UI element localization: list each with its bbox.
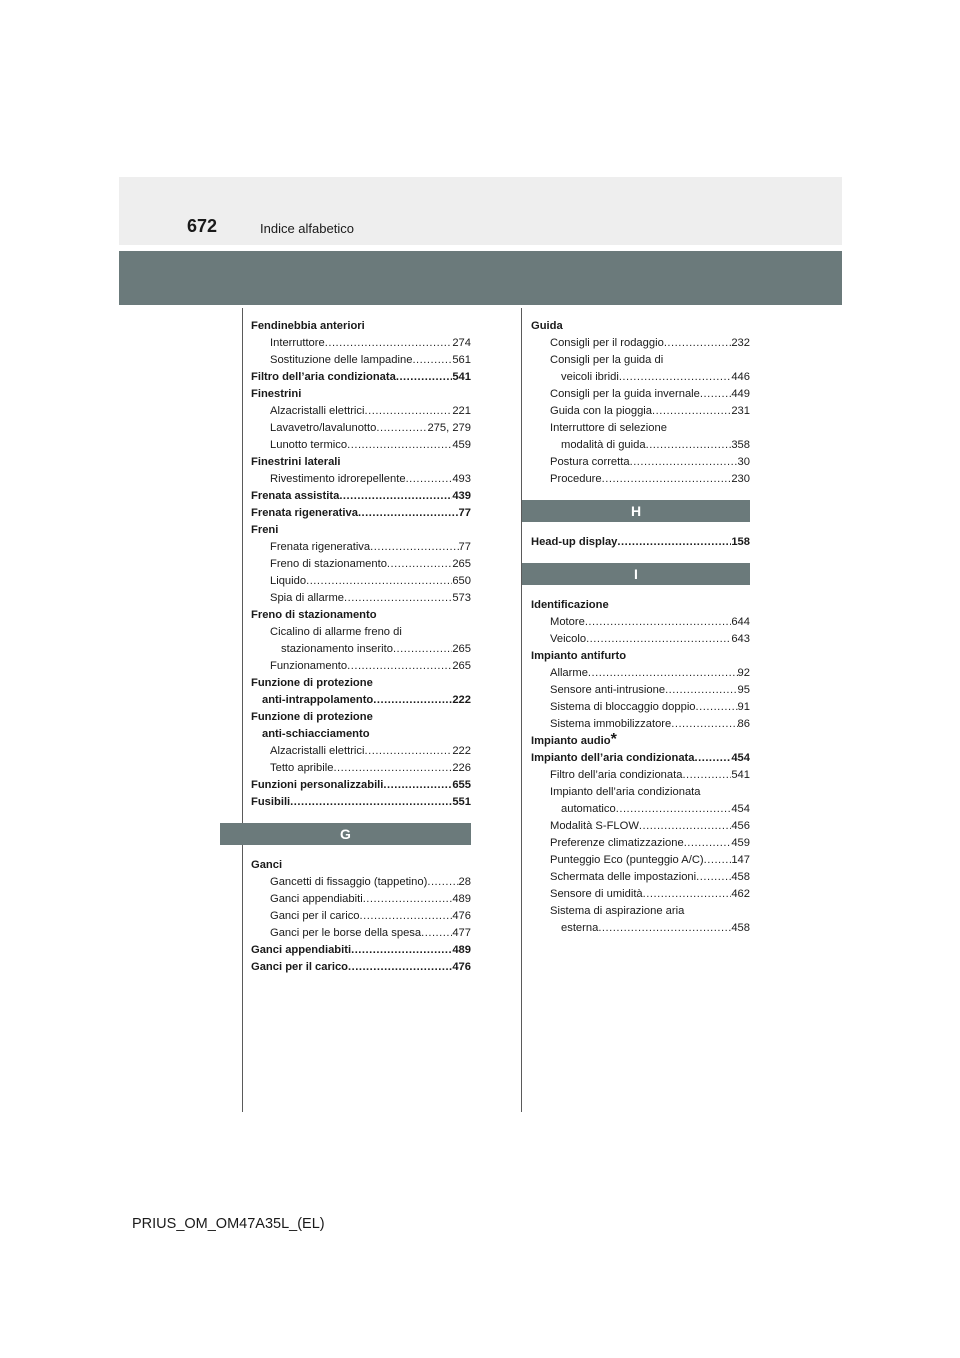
- entry-term: Ganci per il carico: [251, 961, 349, 973]
- entry-page: 477: [452, 927, 471, 939]
- index-entry: [251, 794, 471, 811]
- entry-term: Freni: [251, 524, 279, 536]
- index-entry: [251, 522, 471, 539]
- entry-term: Fusibili: [251, 796, 291, 808]
- entry-term: Allarme: [550, 667, 588, 679]
- index-entry: [531, 631, 750, 648]
- entry-term: Filtro dell’aria condizionata: [550, 769, 683, 781]
- dot-leader: [585, 614, 732, 631]
- index-entry: [251, 539, 471, 556]
- entry-page: 493: [452, 473, 471, 485]
- entry-page: 454: [731, 752, 750, 764]
- entry-page: 265: [452, 558, 471, 570]
- entry-term: Funzioni personalizzabili: [251, 779, 384, 791]
- document-code: PRIUS_OM_OM47A35L_(EL): [132, 1216, 325, 1232]
- right-column-rule: [521, 308, 522, 1112]
- index-entry: [531, 784, 750, 801]
- entry-page: 222: [452, 694, 471, 706]
- entry-term: Impianto dell’aria condizionata: [550, 786, 701, 798]
- entry-page: 231: [731, 405, 750, 417]
- index-entry: [531, 437, 750, 454]
- dot-leader: [376, 420, 427, 437]
- index-entry: [251, 709, 471, 726]
- entry-term: Motore: [550, 616, 585, 628]
- dot-leader: [619, 369, 732, 386]
- index-entry: [531, 386, 750, 403]
- entry-term: anti-schiacciamento: [262, 728, 370, 740]
- dot-leader: [383, 777, 452, 794]
- page-title: Indice alfabetico: [260, 221, 354, 236]
- index-entry: [251, 891, 471, 908]
- dot-leader: [333, 760, 452, 777]
- index-entry: [251, 403, 471, 420]
- entry-page: 644: [731, 616, 750, 628]
- index-entry: [251, 420, 471, 437]
- entry-page: 573: [452, 592, 471, 604]
- entry-term: Guida: [531, 320, 563, 332]
- entry-term: Consigli per il rodaggio: [550, 337, 664, 349]
- dot-leader: [665, 682, 737, 699]
- entry-term: Alzacristalli elettrici: [270, 745, 365, 757]
- entry-term: Funzione di protezione: [251, 711, 373, 723]
- index-entry: [531, 903, 750, 920]
- entry-page: 230: [731, 473, 750, 485]
- dot-leader: [347, 437, 452, 454]
- index-entry: [251, 318, 471, 335]
- dot-leader: [427, 874, 458, 891]
- index-entry: [531, 750, 750, 767]
- entry-term: modalità di guida: [561, 439, 646, 451]
- entry-term: Ganci appendiabiti: [270, 893, 363, 905]
- index-entry: [531, 665, 750, 682]
- entry-term: Ganci per il carico: [270, 910, 360, 922]
- entry-term: Impianto dell’aria condizionata: [531, 752, 695, 764]
- entry-page: 77: [458, 541, 471, 553]
- entry-term: Frenata rigenerativa: [270, 541, 371, 553]
- dot-leader: [700, 386, 731, 403]
- index-entry: [531, 920, 750, 937]
- index-entry: [531, 886, 750, 903]
- entry-term: Sensore anti-intrusione: [550, 684, 666, 696]
- index-entry: [531, 818, 750, 835]
- index-entry: [251, 369, 471, 386]
- entry-page: 95: [737, 684, 750, 696]
- entry-page: 459: [731, 837, 750, 849]
- index-entry: [531, 682, 750, 699]
- entry-term: Ganci appendiabiti: [251, 944, 352, 956]
- entry-page: 358: [731, 439, 750, 451]
- dot-leader: [348, 959, 452, 976]
- entry-page: 489: [452, 893, 471, 905]
- entry-term: Postura corretta: [550, 456, 630, 468]
- index-entry: [531, 318, 750, 335]
- entry-page: 650: [452, 575, 471, 587]
- index-entry: [251, 925, 471, 942]
- index-column-right: [531, 318, 750, 937]
- entry-term: Impianto audio: [531, 735, 611, 747]
- entry-page: 541: [452, 371, 471, 383]
- entry-term: Finestrini laterali: [251, 456, 341, 468]
- index-entry: [251, 658, 471, 675]
- entry-page: 456: [731, 820, 750, 832]
- index-entry: [531, 767, 750, 784]
- entry-term: Punteggio Eco (punteggio A/C): [550, 854, 704, 866]
- entry-page: 541: [731, 769, 750, 781]
- entry-term: Impianto antifurto: [531, 650, 627, 662]
- dot-leader: [664, 335, 732, 352]
- dot-leader: [344, 590, 452, 607]
- entry-page: 476: [452, 910, 471, 922]
- entry-page: 226: [452, 762, 471, 774]
- entry-term: Interruttore di selezione: [550, 422, 667, 434]
- dot-leader: [696, 699, 738, 716]
- index-entry: [251, 488, 471, 505]
- index-entry: [531, 420, 750, 437]
- index-entry: [251, 857, 471, 874]
- index-entry: [531, 835, 750, 852]
- section-header-g: G: [220, 823, 471, 845]
- entry-term: Finestrini: [251, 388, 302, 400]
- dot-leader: [412, 352, 452, 369]
- dot-leader: [393, 641, 452, 658]
- index-entry: [251, 942, 471, 959]
- entry-term: Frenata rigenerativa: [251, 507, 358, 519]
- dot-leader: [598, 920, 731, 937]
- entry-term: Schermata delle impostazioni: [550, 871, 697, 883]
- index-entry: [531, 648, 750, 665]
- entry-page: 551: [452, 796, 471, 808]
- header-dark-band: [119, 251, 842, 305]
- dot-leader: [358, 505, 459, 522]
- dot-leader: [586, 631, 731, 648]
- dot-leader: [652, 403, 731, 420]
- index-entry: [251, 726, 471, 743]
- entry-term: Procedure: [550, 473, 602, 485]
- entry-term: Rivestimento idrorepellente: [270, 473, 406, 485]
- dot-leader: [704, 852, 732, 869]
- dot-leader: [360, 908, 453, 925]
- entry-term: Freno di stazionamento: [251, 609, 377, 621]
- entry-term: Veicolo: [550, 633, 587, 645]
- index-entry: [251, 624, 471, 641]
- dot-leader: [396, 369, 452, 386]
- entry-term: Sistema immobilizzatore: [550, 718, 672, 730]
- entry-page: 92: [737, 667, 750, 679]
- entry-page: 561: [452, 354, 471, 366]
- entry-page: 274: [452, 337, 471, 349]
- entry-page: 446: [731, 371, 750, 383]
- dot-leader: [370, 539, 458, 556]
- entry-page: 86: [737, 718, 750, 730]
- index-entry: [251, 777, 471, 794]
- dot-leader: [421, 925, 452, 942]
- entry-term: stazionamento inserito: [281, 643, 393, 655]
- dot-leader: [325, 335, 453, 352]
- entry-page: 265: [452, 643, 471, 655]
- entry-term: Lavavetro/lavalunotto: [270, 422, 377, 434]
- entry-term: Frenata assistita: [251, 490, 340, 502]
- entry-page: 28: [458, 876, 471, 888]
- dot-leader: [306, 573, 452, 590]
- entry-term: Funzionamento: [270, 660, 348, 672]
- dot-leader: [616, 801, 732, 818]
- entry-page: 77: [458, 507, 471, 519]
- dot-leader: [671, 716, 737, 733]
- dot-leader: [684, 835, 732, 852]
- entry-page: 265: [452, 660, 471, 672]
- index-entry: Impianto audio *: [531, 733, 617, 748]
- index-entry: [531, 471, 750, 488]
- entry-page: 449: [731, 388, 750, 400]
- entry-term: Gancetti di fissaggio (tappetino): [270, 876, 428, 888]
- entry-term: Sostituzione delle lampadine: [270, 354, 413, 366]
- dot-leader: [646, 437, 732, 454]
- index-entry: [251, 386, 471, 403]
- entry-page: 275, 279: [427, 422, 471, 434]
- dot-leader: [639, 818, 731, 835]
- entry-term: Liquido: [270, 575, 307, 587]
- index-entry: [251, 908, 471, 925]
- index-entry: [531, 352, 750, 369]
- dot-leader: [351, 942, 452, 959]
- index-entry: [251, 743, 471, 760]
- index-entry: [251, 556, 471, 573]
- entry-term: veicoli ibridi: [561, 371, 619, 383]
- dot-leader: [617, 534, 731, 551]
- entry-term: Fendinebbia anteriori: [251, 320, 365, 332]
- index-entry: [251, 335, 471, 352]
- index-entry: [251, 471, 471, 488]
- dot-leader: [365, 743, 453, 760]
- index-column-left: [251, 318, 471, 976]
- index-entry: [251, 505, 471, 522]
- entry-term: Funzione di protezione: [251, 677, 373, 689]
- entry-page: 476: [452, 961, 471, 973]
- entry-page: 222: [452, 745, 471, 757]
- index-entry: [251, 352, 471, 369]
- index-entry: [251, 607, 471, 624]
- dot-leader: [406, 471, 453, 488]
- entry-term: Interruttore: [270, 337, 325, 349]
- page-number: 672: [187, 216, 218, 236]
- entry-page: 454: [731, 803, 750, 815]
- dot-leader: [347, 658, 452, 675]
- entry-term: Ganci per le borse della spesa: [270, 927, 422, 939]
- entry-page: 655: [452, 779, 471, 791]
- entry-page: 232: [731, 337, 750, 349]
- entry-term: Tetto apribile: [270, 762, 334, 774]
- entry-term: Consigli per la guida di: [550, 354, 664, 366]
- entry-page: 459: [452, 439, 471, 451]
- index-entry: [251, 760, 471, 777]
- entry-page: 458: [731, 871, 750, 883]
- index-entry: [251, 675, 471, 692]
- entry-term: Identificazione: [531, 599, 609, 611]
- index-entry: [251, 590, 471, 607]
- entry-term: Ganci: [251, 859, 283, 871]
- entry-term: Alzacristalli elettrici: [270, 405, 365, 417]
- dot-leader: [290, 794, 452, 811]
- section-header-h: H: [522, 500, 750, 522]
- index-entry: [531, 869, 750, 886]
- index-entry: [251, 454, 471, 471]
- index-entry: [531, 534, 750, 551]
- dot-leader: [588, 665, 738, 682]
- entry-page: 30: [737, 456, 750, 468]
- index-entry: [531, 614, 750, 631]
- dot-leader: [373, 692, 452, 709]
- entry-term: Lunotto termico: [270, 439, 348, 451]
- entry-term: automatico: [561, 803, 616, 815]
- entry-term: Cicalino di allarme freno di: [270, 626, 402, 638]
- index-entry: [531, 335, 750, 352]
- entry-term: Modalità S-FLOW: [550, 820, 639, 832]
- header-band: [119, 177, 842, 245]
- index-entry: [251, 573, 471, 590]
- section-header-i: I: [522, 563, 750, 585]
- dot-leader: [630, 454, 738, 471]
- index-entry: [531, 369, 750, 386]
- entry-term: Guida con la pioggia: [550, 405, 653, 417]
- dot-leader: [365, 403, 453, 420]
- index-entry: [251, 437, 471, 454]
- entry-term: Sistema di bloccaggio doppio: [550, 701, 696, 713]
- index-entry: [251, 874, 471, 891]
- index-entry: [531, 454, 750, 471]
- entry-term: Sistema di aspirazione aria: [550, 905, 685, 917]
- entry-term: Preferenze climatizzazione: [550, 837, 684, 849]
- entry-page: 158: [731, 536, 750, 548]
- entry-term: Sensore di umidità: [550, 888, 643, 900]
- index-entry: [251, 692, 471, 709]
- entry-page: 221: [452, 405, 471, 417]
- entry-page: 643: [731, 633, 750, 645]
- index-entry: [531, 716, 750, 733]
- entry-page: 462: [731, 888, 750, 900]
- dot-leader: [696, 869, 731, 886]
- index-entry: [531, 852, 750, 869]
- entry-page: 147: [731, 854, 750, 866]
- dot-leader: [602, 471, 732, 488]
- dot-leader: [682, 767, 731, 784]
- index-entry: [531, 801, 750, 818]
- entry-page: 489: [452, 944, 471, 956]
- entry-term: anti-intrappolamento: [262, 694, 374, 706]
- dot-leader: [339, 488, 452, 505]
- dot-leader: [387, 556, 452, 573]
- left-column-rule: [242, 308, 243, 1112]
- dot-leader: [643, 886, 732, 903]
- entry-page: 91: [737, 701, 750, 713]
- entry-page: 439: [452, 490, 471, 502]
- entry-term: Head-up display: [531, 536, 618, 548]
- index-entry: [251, 641, 471, 658]
- dot-leader: [363, 891, 453, 908]
- index-entry: [531, 699, 750, 716]
- entry-term: Freno di stazionamento: [270, 558, 387, 570]
- entry-page: 458: [731, 922, 750, 934]
- entry-term: esterna: [561, 922, 599, 934]
- entry-term: Consigli per la guida invernale: [550, 388, 700, 400]
- entry-term: Spia di allarme: [270, 592, 344, 604]
- index-entry: [531, 597, 750, 614]
- dot-leader: [695, 750, 732, 767]
- index-entry: [531, 403, 750, 420]
- index-entry: [251, 959, 471, 976]
- entry-term: Filtro dell’aria condizionata: [251, 371, 396, 383]
